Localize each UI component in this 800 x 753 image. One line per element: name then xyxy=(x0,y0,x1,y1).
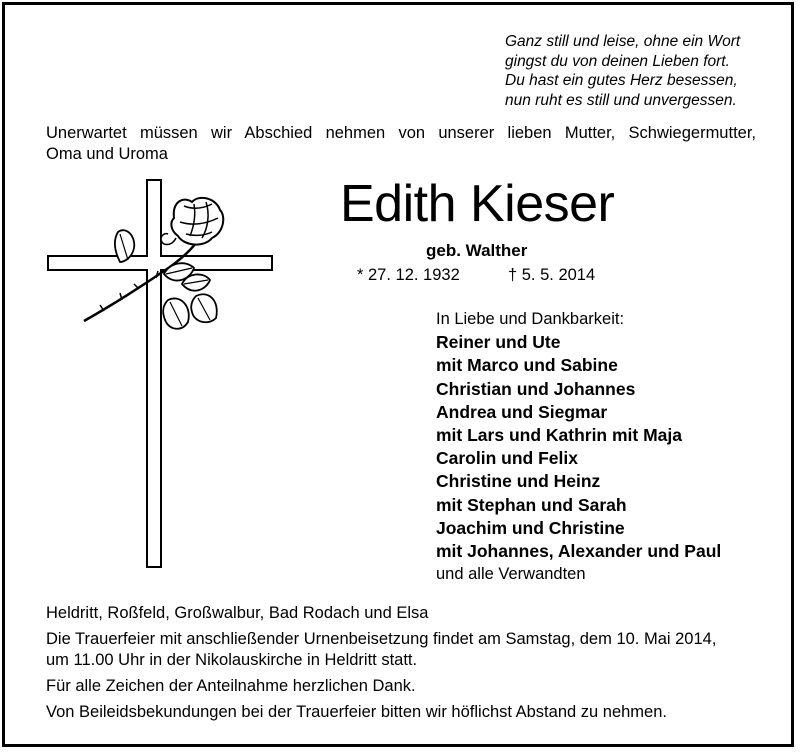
family-member: Christian und Johannes xyxy=(436,378,636,399)
family-member: mit Stephan und Sarah xyxy=(436,494,627,515)
family-member: mit Marco und Sabine xyxy=(436,355,618,376)
deceased-name: Edith Kieser xyxy=(340,175,615,233)
poem-line: nun ruht es still und unvergessen. xyxy=(505,91,737,109)
family-intro: In Liebe und Dankbarkeit: xyxy=(436,310,625,328)
family-list xyxy=(436,308,721,586)
cross-with-rose-icon xyxy=(44,176,284,576)
birth-date: * 27. 12. 1932 xyxy=(357,266,460,284)
maiden-name: geb. Walther xyxy=(426,241,528,260)
family-closing: und alle Verwandten xyxy=(436,565,586,584)
intro-line-1: Unerwartet müssen wir Abschied nehmen von unserer lieben Mutter, Schwiegermutter, xyxy=(46,124,756,142)
poem-line: Du hast ein gutes Herz besessen, xyxy=(505,72,738,89)
death-date: † 5. 5. 2014 xyxy=(508,266,596,284)
intro-text xyxy=(46,123,756,165)
poem-line: Ganz still und leise, ohne ein Wort xyxy=(505,33,741,50)
footer-text xyxy=(46,603,716,723)
thanks-line: Für alle Zeichen der Anteilnahme herzlichen Dank. xyxy=(46,677,416,695)
family-member: mit Lars und Kathrin mit Maja xyxy=(436,425,682,446)
family-member: Andrea und Siegmar xyxy=(436,401,608,422)
family-member: Joachim und Christine xyxy=(436,517,625,538)
places-line: Heldritt, Roßfeld, Großwalbur, Bad Rodach und Elsa xyxy=(46,604,429,622)
service-line-1: Die Trauerfeier mit anschließender Urnenbeisetzung findet am Samstag, dem 10. Mai 2014, xyxy=(46,630,717,648)
intro-line-2: Oma und Uroma xyxy=(46,145,168,163)
family-member: Reiner und Ute xyxy=(436,332,561,353)
family-member: Carolin und Felix xyxy=(436,448,578,469)
family-member: Christine und Heinz xyxy=(436,471,601,492)
request-line: Von Beileidsbekundungen bei der Trauerfeier bitten wir höflichst Abstand zu nehmen. xyxy=(46,703,667,721)
service-line-2: um 11.00 Uhr in der Nikolauskirche in Heldritt statt. xyxy=(46,651,418,669)
family-member: mit Johannes, Alexander und Paul xyxy=(436,541,722,562)
memorial-poem xyxy=(505,32,740,110)
poem-line: gingst du von deinen Lieben fort. xyxy=(505,52,730,70)
